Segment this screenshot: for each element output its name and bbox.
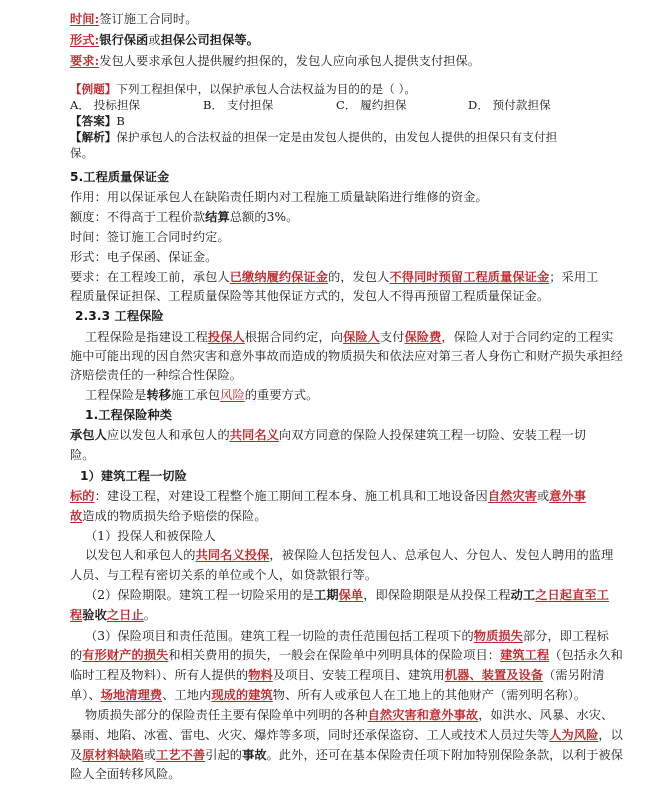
s233-p2-b: 转移 bbox=[146, 388, 172, 402]
s233-p1-line2: 施中可能出现的因自然灾害和意外事故而造成的物质损失和依法应对第三者人身伤亡和财产损失承担经 bbox=[70, 349, 623, 363]
car-item3-line8: 险人全面转移风险。 bbox=[70, 767, 181, 781]
s233-p2-a: 工程保险是 bbox=[85, 388, 147, 402]
s1-line1 bbox=[70, 426, 586, 444]
s5-amount-post: 总额的3%。 bbox=[229, 210, 299, 224]
s5-req-c: 的，发包人 bbox=[328, 270, 390, 284]
s5-req-b: 已缴纳履约保证金 bbox=[229, 270, 329, 284]
s1-contractor: 承包人 bbox=[70, 428, 107, 442]
car-i3-6c: ，以 bbox=[598, 728, 623, 742]
car-existing-building: 现成的建筑 bbox=[211, 688, 273, 702]
explanation-line-2 bbox=[70, 144, 93, 162]
answer-tag: 【答案】 bbox=[70, 114, 117, 128]
requirement-text: 发包人要求承包人提供履约担保的，发包人应向承包人提供支付担保。 bbox=[99, 54, 481, 68]
explanation-text-2: 保。 bbox=[70, 146, 94, 160]
example-explanation bbox=[70, 128, 557, 146]
car-i3-3e: （需另附清 bbox=[543, 668, 605, 682]
time-line bbox=[70, 10, 198, 28]
s233-p1-g: ，保险人对于合同约定的工程实 bbox=[441, 330, 614, 344]
car-item2-line1 bbox=[85, 586, 609, 604]
example-tag: 【例题】 bbox=[70, 82, 117, 96]
s1-text-d: 向双方同意的保险人投保建筑工程一切险、安装工程一切 bbox=[278, 428, 587, 442]
car-site-clearance: 场地清理费 bbox=[100, 688, 163, 702]
explanation-tag: 【解析】 bbox=[70, 130, 117, 144]
car-target-b: ：建设工程，对建设工程整个施工期间工程本身、施工机具和工地设备因 bbox=[94, 489, 488, 503]
car-i1-c: ，被保险人包括发包人、总承包人、分包人、发包人聘用的监理 bbox=[269, 548, 614, 562]
s233-p1-a: 工程保险是指建设工程 bbox=[85, 330, 208, 344]
car-item3-line2 bbox=[70, 646, 623, 664]
s233-risk: 风险 bbox=[220, 388, 245, 402]
car-i3-2e: （包括永久和 bbox=[549, 648, 623, 662]
s233-p1-line3: 济赔偿责任的一种综合性保险。 bbox=[70, 368, 243, 382]
car-i2-b: 工期 bbox=[314, 588, 339, 602]
car-policy: 保单 bbox=[338, 588, 364, 602]
s233-p1-e: 支付 bbox=[379, 330, 405, 344]
car-item3-line6 bbox=[70, 726, 623, 744]
option-a: A． 投标担保 bbox=[70, 98, 141, 112]
car-material-defect: 原材料缺陷 bbox=[82, 748, 144, 762]
time-label: 时间: bbox=[70, 12, 100, 26]
s5-amount-pre: 额度：不得高于工程价款 bbox=[70, 210, 206, 224]
s1-text-b: 应以发包人和承包人的 bbox=[106, 428, 230, 442]
car-i3-3c: 及项目、安装工程项目、建筑用 bbox=[272, 668, 445, 682]
car-material-loss: 物质损失 bbox=[473, 629, 523, 643]
car-item1-title: （1）投保人和被保险人 bbox=[85, 529, 216, 543]
s233-p2-c: 施工承包 bbox=[171, 388, 221, 402]
s233-premium: 保险费 bbox=[404, 330, 442, 344]
car-machinery: 机器、装置及设备 bbox=[444, 668, 544, 682]
section-233-title: 2.3.3 工程保险 bbox=[75, 309, 164, 323]
car-item3-line4 bbox=[70, 686, 586, 704]
form-text-c: 担保公司担保等。 bbox=[160, 33, 259, 47]
car-item3-line5 bbox=[85, 706, 613, 724]
car-accident-cont: 故 bbox=[70, 509, 83, 523]
s5-req-e: ；采用工 bbox=[549, 270, 599, 284]
car-i2-2a: 程 bbox=[70, 608, 83, 622]
section-5-title: 5.工程质量保证金 bbox=[70, 170, 170, 184]
car-item1-line1 bbox=[85, 546, 613, 564]
requirement-label: 要求: bbox=[70, 54, 100, 68]
car-i3-3a: 临时工程及物料）、所有人提供的 bbox=[70, 668, 249, 682]
option-c: C． 履约担保 bbox=[336, 98, 407, 112]
car-i3-4a: 单）、 bbox=[70, 688, 101, 702]
car-i3-4c: 、工地内 bbox=[162, 688, 212, 702]
car-item3-line3 bbox=[70, 666, 605, 684]
car-i2-2d: 。 bbox=[143, 608, 157, 622]
form-text-a: 银行保函 bbox=[99, 33, 149, 47]
car-i3-7g: 。此外，还可在基本保险责任项下附加特别保险条款，以利于被保 bbox=[266, 748, 623, 762]
car-target-line1 bbox=[70, 487, 586, 505]
car-i3-5c: ，如洪水、风暴、水灾、 bbox=[478, 708, 614, 722]
car-i3-4e: 物、所有人或承包人在工地上的其他财产（需列明名称）。 bbox=[272, 688, 587, 702]
s5-requirement-1 bbox=[70, 268, 598, 286]
s1-joint-name: 共同名义 bbox=[229, 428, 279, 442]
car-i2-d: ，即保险期限是从投保工程 bbox=[363, 588, 511, 602]
option-d: D． 预付款担保 bbox=[468, 98, 551, 112]
s5-requirement-2: 程质量保证担保、工程质量保险等其他保证方式的，发包人不得再预留工程质量保证金。 bbox=[70, 289, 550, 303]
s233-p2-e: 的重要方式。 bbox=[244, 388, 319, 402]
car-poor-workmanship: 工艺不善 bbox=[156, 748, 206, 762]
car-disaster-accident: 自然灾害和意外事故 bbox=[367, 708, 479, 722]
car-i3-7c: 或 bbox=[143, 748, 157, 762]
car-item2-line2 bbox=[70, 606, 156, 624]
car-i3-5a: 物质损失部分的保险责任主要有保险单中列明的各种 bbox=[85, 708, 368, 722]
s5-req-d: 不得同时预留工程质量保证金 bbox=[389, 270, 550, 284]
car-human-risk: 人为风险 bbox=[549, 728, 599, 742]
s233-p2 bbox=[85, 386, 318, 404]
s5-req-a: 要求：在工程竣工前，承包人 bbox=[70, 270, 230, 284]
car-i3-2c: 和相关费用的损失，一般会在保险单中列明具体的保险项目： bbox=[168, 648, 501, 662]
form-label: 形式: bbox=[70, 33, 100, 47]
form-text-b: 或 bbox=[148, 33, 161, 47]
car-target-d: 或 bbox=[536, 489, 550, 503]
s5-amount-bold: 结算 bbox=[205, 210, 230, 224]
car-end-day: 之日止 bbox=[106, 608, 144, 622]
car-i3-7a: 及 bbox=[70, 748, 83, 762]
s5-time: 时间：签订施工合同时约定。 bbox=[70, 230, 230, 244]
car-i3-7e: 引起的 bbox=[205, 748, 243, 762]
car-i1-a: 以发包人和承包人的 bbox=[85, 548, 196, 562]
car-joint-insure: 共同名义投保 bbox=[195, 548, 270, 562]
car-natural-disaster: 自然灾害 bbox=[487, 489, 537, 503]
car-item3-line7 bbox=[70, 746, 623, 764]
explanation-text-1: 保护承包人的合法权益的担保一定是由发包人提供的，由发包人提供的担保只有支付担 bbox=[116, 130, 558, 144]
s233-p1-c: 根据合同约定，向 bbox=[244, 330, 344, 344]
car-i3-6a: 暴雨、地陷、冰雹、雷电、火灾、爆炸等多项，同时还承保盗窃、工人或技术人员过失等 bbox=[70, 728, 550, 742]
car-target-label: 标的 bbox=[70, 489, 95, 503]
example-question-text: 下列工程担保中，以保护承包人合法权益为目的的是（ ）。 bbox=[116, 82, 417, 96]
s233-p1-line1 bbox=[85, 328, 613, 346]
car-i3-2a: 的 bbox=[70, 648, 83, 662]
s233-insurer: 保险人 bbox=[343, 330, 380, 344]
car-item1-line2: 人员、与工程有密切关系的单位或个人，如贷款银行等。 bbox=[70, 568, 378, 582]
car-start-until: 之日起直至工 bbox=[535, 588, 609, 602]
car-i2-a: （2）保险期限。建筑工程一切险采用的是 bbox=[85, 588, 315, 602]
car-target-line2 bbox=[70, 507, 267, 525]
car-title: 1）建筑工程一切险 bbox=[80, 469, 187, 483]
s1-line2: 险。 bbox=[70, 448, 95, 462]
car-i3-7f: 事故 bbox=[242, 748, 267, 762]
car-building-works: 建筑工程 bbox=[500, 648, 550, 662]
car-acceptance: 验收 bbox=[82, 608, 107, 622]
form-line bbox=[70, 31, 259, 49]
car-materials: 物料 bbox=[248, 668, 273, 682]
car-target-2b: 造成的物质损失给予赔偿的保险。 bbox=[82, 509, 267, 523]
car-tangible-loss: 有形财产的损失 bbox=[82, 648, 169, 662]
requirement-line bbox=[70, 52, 480, 70]
car-i3-1c: 部分，即工程标 bbox=[522, 629, 609, 643]
s1-title: 1.工程保险种类 bbox=[85, 408, 173, 422]
car-i3-1a: （3）保险项目和责任范围。建筑工程一切险的责任范围包括工程项下的 bbox=[85, 629, 474, 643]
car-i2-e: 动工 bbox=[510, 588, 536, 602]
time-text: 签订施工合同时。 bbox=[99, 12, 198, 26]
car-accident: 意外事 bbox=[549, 489, 587, 503]
s5-form: 形式：电子保函、保证金。 bbox=[70, 250, 218, 264]
s5-use: 作用：用以保证承包人在缺陷责任期内对工程施工质量缺陷进行维修的资金。 bbox=[70, 190, 488, 204]
answer-text: B bbox=[116, 114, 125, 128]
car-item3-line1 bbox=[85, 627, 609, 645]
s5-amount bbox=[70, 208, 298, 226]
option-b: B． 支付担保 bbox=[203, 98, 274, 112]
s233-insured-party: 投保人 bbox=[207, 330, 245, 344]
